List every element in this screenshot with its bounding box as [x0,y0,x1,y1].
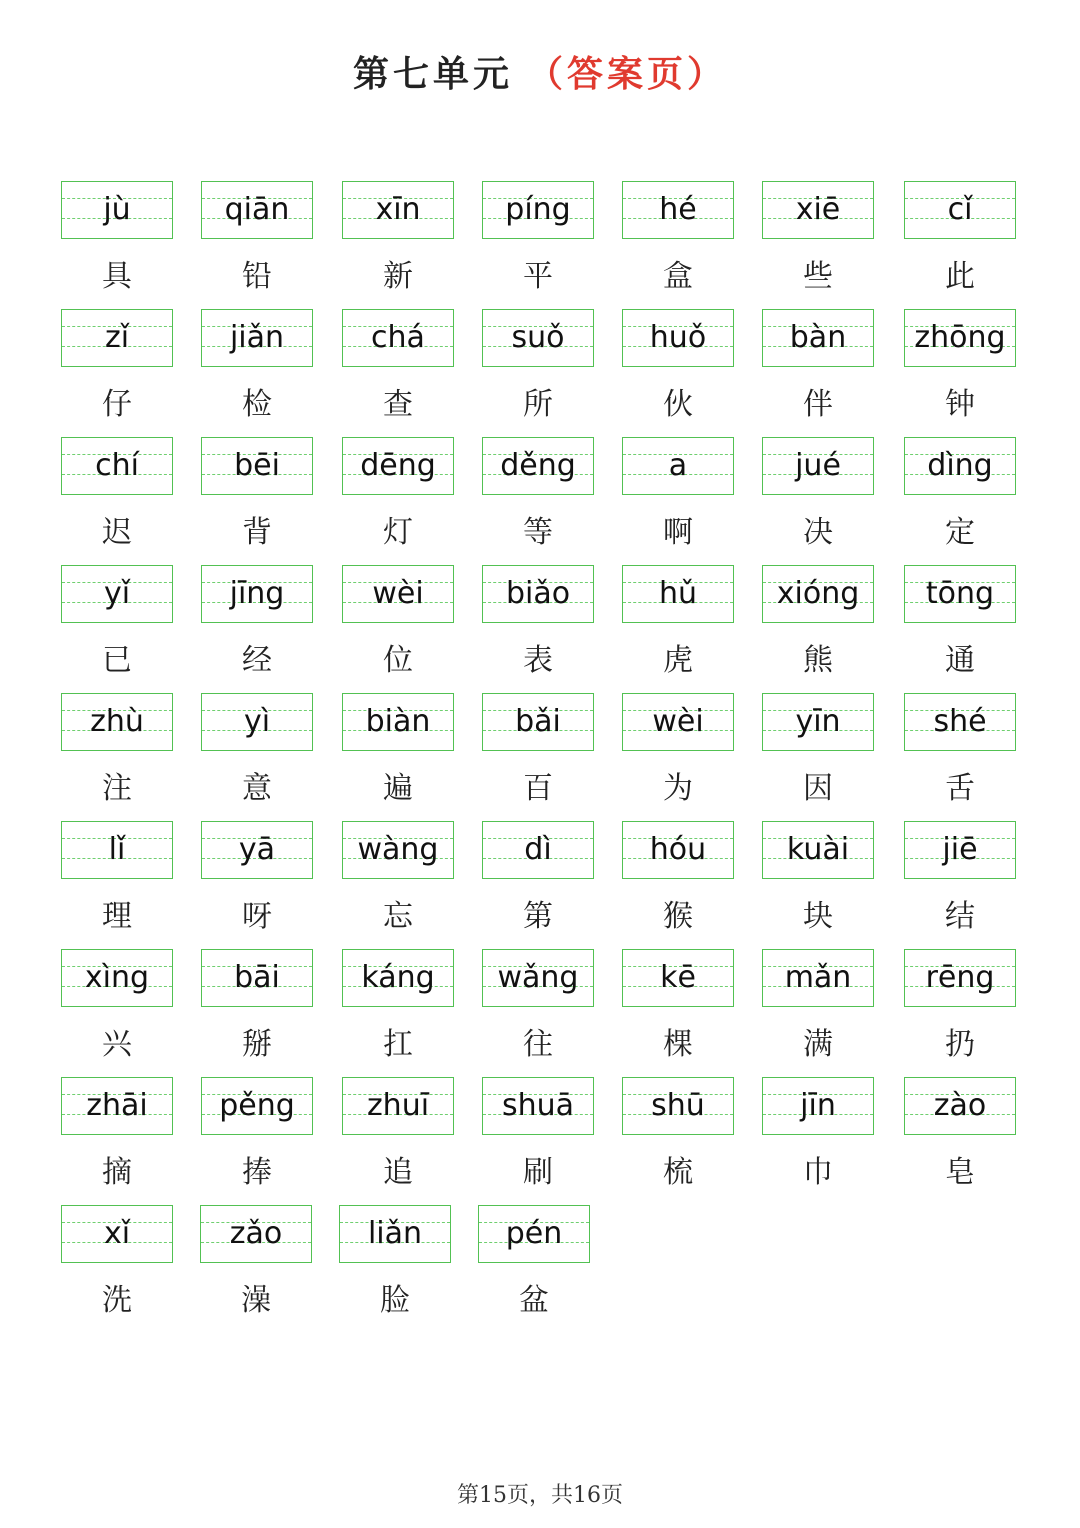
hanzi-character: 往 [523,1027,553,1062]
pinyin-box [482,1077,594,1135]
pinyin-box [904,437,1016,495]
hanzi-character: 洗 [102,1283,132,1318]
word-cell [201,309,313,423]
word-cell [339,1205,451,1319]
pinyin-box [762,181,874,239]
pinyin-text: wèi [652,704,704,739]
word-cell [482,821,594,935]
word-cell [201,565,313,679]
hanzi-character: 遍 [383,771,413,806]
hanzi-character: 捧 [242,1155,272,1190]
pinyin-box [342,821,454,879]
pinyin-box [201,565,313,623]
pinyin-text: yā [238,832,276,867]
word-cell [762,309,874,423]
pinyin-text: zǎo [229,1216,283,1251]
word-cell [201,1077,313,1191]
pinyin-text: cǐ [947,192,973,227]
word-cell [61,437,173,551]
word-cell [482,565,594,679]
pinyin-box [622,821,734,879]
word-cell [201,437,313,551]
hanzi-character: 刷 [523,1155,553,1190]
word-cell [342,565,454,679]
hanzi-character: 伙 [663,387,693,422]
pinyin-text: shuā [501,1088,575,1123]
word-cell [482,1077,594,1191]
word-cell [61,821,173,935]
hanzi-character: 理 [102,899,132,934]
word-cell [904,181,1016,295]
pinyin-text: suǒ [511,320,565,355]
pinyin-text: hǔ [658,576,698,611]
pinyin-text: dì [524,832,552,867]
word-cell [762,949,874,1063]
word-cell [200,1205,312,1319]
hanzi-character: 第 [523,899,553,934]
pinyin-box [201,693,313,751]
word-cell [904,693,1016,807]
pinyin-text: jù [103,192,131,227]
word-cell [904,309,1016,423]
word-cell [61,565,173,679]
pinyin-box [904,181,1016,239]
pinyin-box [61,437,173,495]
pinyin-text: xīn [375,192,421,227]
hanzi-character: 检 [242,387,272,422]
pinyin-text: yīn [795,704,841,739]
hanzi-character: 澡 [241,1283,271,1318]
pinyin-text: hóu [649,832,707,867]
pinyin-text: xìng [84,960,150,995]
pinyin-text: liǎn [367,1216,423,1251]
pinyin-box [342,309,454,367]
page-title [0,46,1080,97]
pinyin-box [342,949,454,1007]
word-cell [762,437,874,551]
hanzi-character: 此 [945,259,975,294]
hanzi-character: 具 [102,259,132,294]
word-cell [762,693,874,807]
pinyin-box [622,565,734,623]
pinyin-box [762,949,874,1007]
pinyin-box [61,181,173,239]
word-cell [61,1077,173,1191]
word-cell [61,1205,173,1319]
word-cell [342,1077,454,1191]
hanzi-character: 棵 [663,1027,693,1062]
hanzi-character: 为 [663,771,693,806]
hanzi-character: 熊 [803,643,833,678]
hanzi-character: 啊 [663,515,693,550]
hanzi-character: 迟 [102,515,132,550]
hanzi-character: 意 [242,771,272,806]
word-cell [622,565,734,679]
hanzi-character: 忘 [383,899,413,934]
pinyin-text: biàn [365,704,431,739]
hanzi-character: 块 [803,899,833,934]
pinyin-text: bāi [234,960,280,995]
word-cell [342,181,454,295]
hanzi-character: 所 [523,387,553,422]
hanzi-character: 扛 [383,1027,413,1062]
pinyin-text: jiē [942,832,978,867]
pinyin-text: yǐ [103,576,131,611]
pinyin-box [622,181,734,239]
word-cell [342,309,454,423]
pinyin-box [482,437,594,495]
pinyin-text: bàn [789,320,847,355]
pinyin-box [339,1205,451,1263]
hanzi-character: 新 [383,259,413,294]
word-cell [622,309,734,423]
word-cell [904,565,1016,679]
word-cell [762,1077,874,1191]
word-cell [342,437,454,551]
hanzi-character: 舌 [945,771,975,806]
word-cell [201,693,313,807]
pinyin-text: jiǎn [229,320,285,355]
pinyin-box [201,437,313,495]
pinyin-text: wǎng [497,960,579,995]
word-cell [904,437,1016,551]
answer-page-label: （答案页） [527,53,728,95]
pinyin-box [622,1077,734,1135]
pinyin-box [904,309,1016,367]
pinyin-text: píng [505,192,571,227]
pinyin-box [342,181,454,239]
pinyin-box [904,1077,1016,1135]
pinyin-text: pén [505,1216,563,1251]
hanzi-character: 皂 [945,1155,975,1190]
pinyin-text: chá [371,320,425,355]
word-cell [342,949,454,1063]
hanzi-character: 些 [803,259,833,294]
word-cell [904,1077,1016,1191]
hanzi-character: 兴 [102,1027,132,1062]
word-cell [762,181,874,295]
word-cell [904,821,1016,935]
hanzi-character: 表 [523,643,553,678]
pinyin-box [342,693,454,751]
word-cell [201,949,313,1063]
word-cell [342,693,454,807]
hanzi-character: 猴 [663,899,693,934]
pinyin-box [201,181,313,239]
word-cell [622,821,734,935]
hanzi-character: 巾 [803,1155,833,1190]
hanzi-character: 查 [383,387,413,422]
pinyin-box [201,1077,313,1135]
page-footer: 第15页，共16页 [457,1483,623,1508]
pinyin-box [342,437,454,495]
word-cell [762,565,874,679]
pinyin-box [904,821,1016,879]
pinyin-box [762,565,874,623]
hanzi-character: 满 [803,1027,833,1062]
word-cell [482,693,594,807]
pinyin-text: pěng [219,1088,295,1123]
hanzi-character: 位 [383,643,413,678]
word-cell [201,821,313,935]
pinyin-box [904,565,1016,623]
pinyin-box [762,693,874,751]
pinyin-box [61,693,173,751]
hanzi-character: 结 [945,899,975,934]
pinyin-text: kē [660,960,696,995]
hanzi-character: 因 [803,771,833,806]
pinyin-box [622,309,734,367]
word-cell [61,693,173,807]
pinyin-box [622,949,734,1007]
pinyin-text: jīn [800,1088,836,1123]
pinyin-text: shé [933,704,987,739]
pinyin-text: biǎo [505,576,571,611]
hanzi-character: 虎 [663,643,693,678]
pinyin-box [622,437,734,495]
pinyin-box [482,949,594,1007]
pinyin-text: lǐ [108,832,126,867]
hanzi-character: 平 [523,259,553,294]
word-cell [622,1077,734,1191]
pinyin-text: mǎn [784,960,852,995]
hanzi-character: 注 [102,771,132,806]
pinyin-box [61,821,173,879]
word-cell [622,949,734,1063]
pinyin-text: zào [933,1088,987,1123]
pinyin-text: jué [795,448,841,483]
pinyin-box [762,1077,874,1135]
pinyin-box [61,309,173,367]
pinyin-box [622,693,734,751]
hanzi-character: 背 [242,515,272,550]
word-cell [201,181,313,295]
pinyin-text: bēi [234,448,280,483]
word-cell [61,309,173,423]
word-cell [482,309,594,423]
pinyin-box [201,821,313,879]
pinyin-box [61,949,173,1007]
pinyin-text: kuài [786,832,850,867]
word-cell [622,181,734,295]
pinyin-text: tōng [925,576,995,611]
pinyin-box [482,181,594,239]
pinyin-text: yì [243,704,271,739]
hanzi-character: 通 [945,643,975,678]
pinyin-text: hé [659,192,697,227]
word-cell [622,693,734,807]
hanzi-character: 呀 [242,899,272,934]
pinyin-text: zǐ [104,320,130,355]
hanzi-character: 摘 [102,1155,132,1190]
pinyin-text: dìng [927,448,993,483]
pinyin-box [762,309,874,367]
hanzi-character: 伴 [803,387,833,422]
hanzi-character: 等 [523,515,553,550]
hanzi-character: 追 [383,1155,413,1190]
hanzi-character: 梳 [663,1155,693,1190]
word-cell [61,181,173,295]
hanzi-character: 百 [523,771,553,806]
word-cell [482,437,594,551]
pinyin-text: zhuī [366,1088,430,1123]
pinyin-box [61,565,173,623]
pinyin-text: huǒ [649,320,707,355]
pinyin-text: káng [361,960,435,995]
pinyin-box [201,309,313,367]
pinyin-text: dēng [360,448,436,483]
word-cell [622,437,734,551]
hanzi-character: 盒 [663,259,693,294]
pinyin-box [904,693,1016,751]
pinyin-box [904,949,1016,1007]
pinyin-text: zhōng [914,320,1006,355]
pinyin-box [762,437,874,495]
pinyin-box [762,821,874,879]
pinyin-text: zhāi [86,1088,148,1123]
word-cell [482,949,594,1063]
pinyin-text: xiē [795,192,841,227]
pinyin-box [482,309,594,367]
pinyin-text: jīng [229,576,285,611]
hanzi-character: 灯 [383,515,413,550]
pinyin-text: qiān [224,192,290,227]
hanzi-character: 定 [945,515,975,550]
hanzi-character: 已 [102,643,132,678]
word-cell [904,949,1016,1063]
pinyin-text: zhù [90,704,144,739]
pinyin-box [61,1205,173,1263]
word-cell [478,1205,590,1319]
pinyin-text: shū [651,1088,705,1123]
pinyin-box [478,1205,590,1263]
hanzi-character: 脸 [380,1283,410,1318]
hanzi-character: 仔 [102,387,132,422]
word-cell [61,949,173,1063]
pinyin-text: a [668,448,688,483]
hanzi-character: 扔 [945,1027,975,1062]
pinyin-text: wèi [372,576,424,611]
pinyin-text: rēng [925,960,995,995]
pinyin-box [200,1205,312,1263]
unit-title: 第七单元 [352,53,513,95]
hanzi-character: 钟 [945,387,975,422]
word-cell [762,821,874,935]
pinyin-box [482,821,594,879]
pinyin-box [342,565,454,623]
pinyin-text: děng [500,448,576,483]
word-cell [482,181,594,295]
word-cell [342,821,454,935]
pinyin-text: chí [95,448,139,483]
pinyin-text: xǐ [103,1216,131,1251]
pinyin-text: bǎi [515,704,561,739]
pinyin-text: xióng [776,576,860,611]
hanzi-character: 决 [803,515,833,550]
hanzi-character: 铅 [242,259,272,294]
hanzi-character: 经 [242,643,272,678]
pinyin-box [482,565,594,623]
pinyin-box [61,1077,173,1135]
pinyin-text: wàng [357,832,439,867]
pinyin-box [342,1077,454,1135]
hanzi-character: 盆 [519,1283,549,1318]
pinyin-box [201,949,313,1007]
pinyin-box [482,693,594,751]
hanzi-character: 掰 [242,1027,272,1062]
